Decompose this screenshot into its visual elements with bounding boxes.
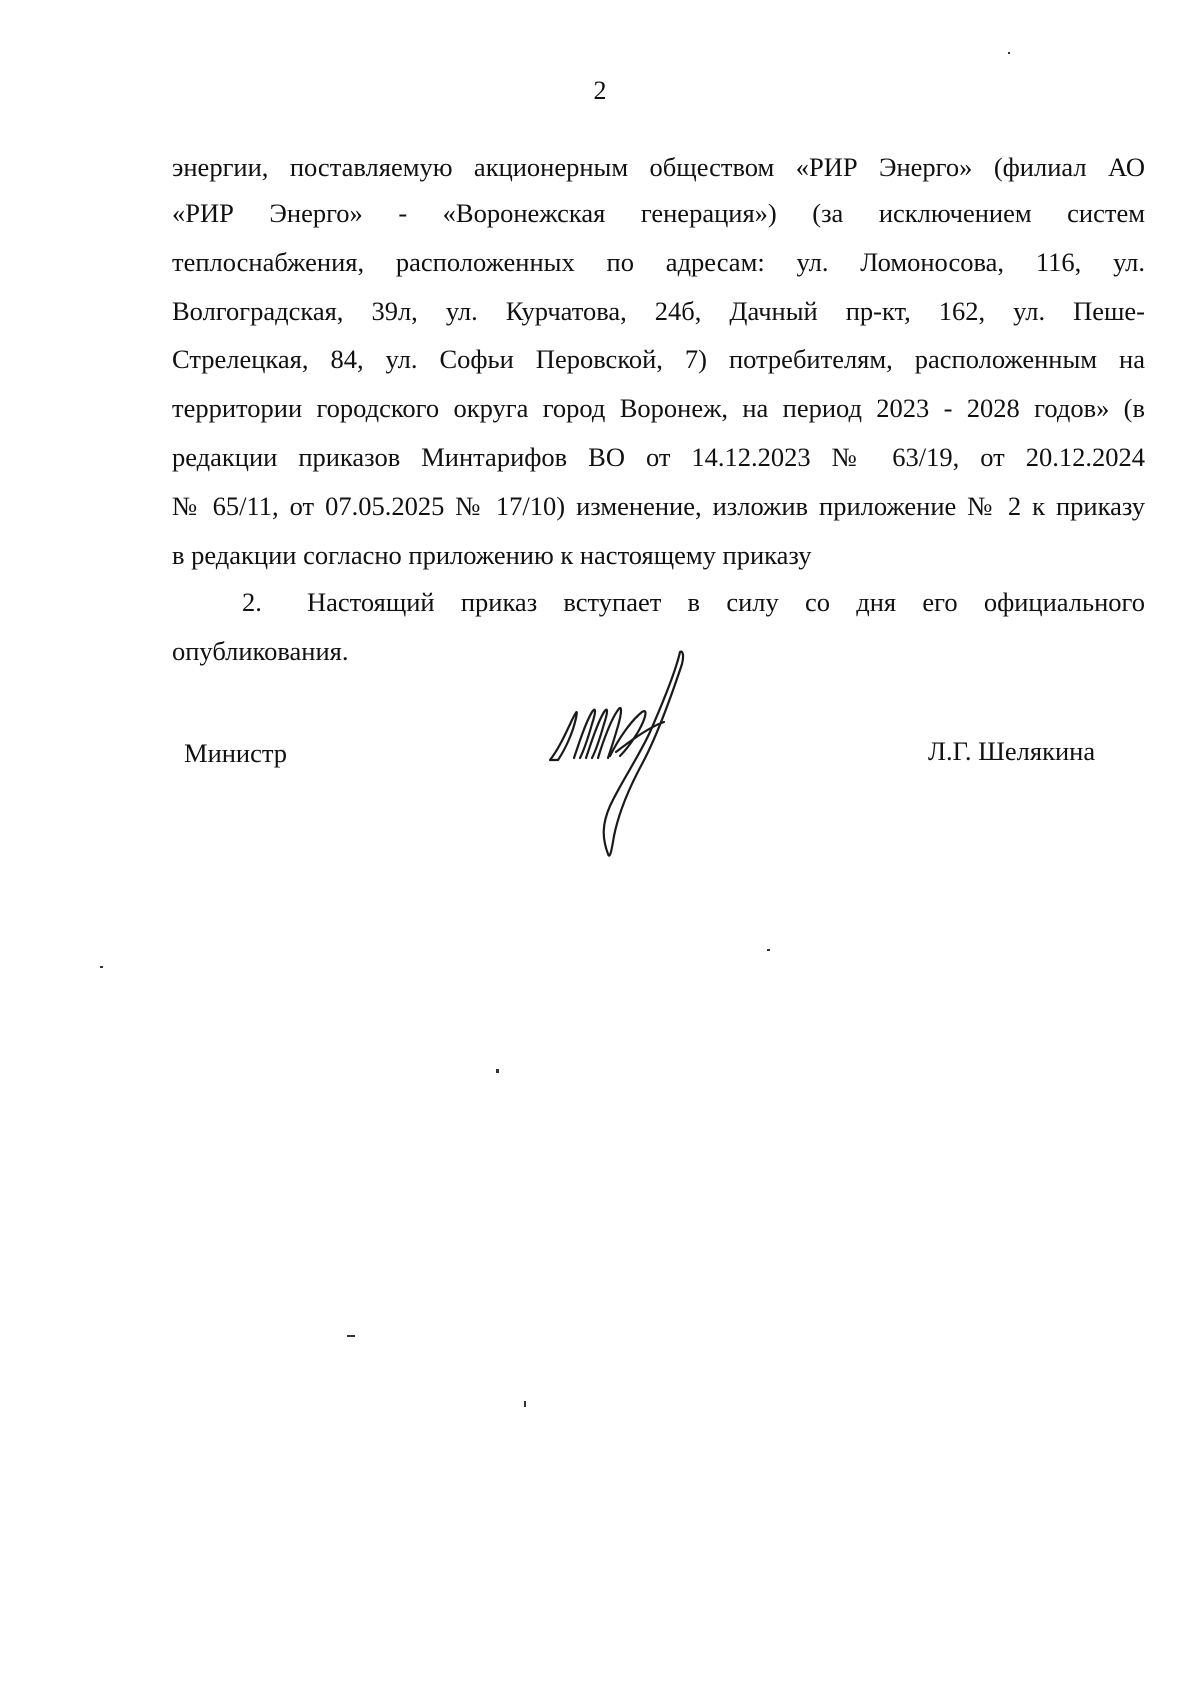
body-line: «РИР Энерго» - «Воронежская генерация») (за исключением систем: [172, 198, 1145, 228]
scan-speck: [347, 1335, 355, 1337]
body-line: редакции приказов Минтарифов ВО от 14.12.2023 № 63/19, от 20.12.2024: [172, 442, 1145, 472]
scan-speck: [767, 949, 770, 951]
item-2-text: Настоящий приказ вступает в силу со дня его официального: [307, 587, 1145, 617]
scan-speck: [496, 1069, 499, 1073]
scan-speck: [1008, 52, 1010, 54]
body-line: № 65/11, от 07.05.2025 № 17/10) изменение, изложив приложение № 2 к приказу: [172, 491, 1145, 521]
signatory-position: Министр: [184, 738, 288, 768]
handwritten-signature-icon: [540, 640, 710, 870]
item-2-line-continued: опубликования.: [172, 636, 349, 666]
page-number: 2: [593, 76, 607, 105]
item-2-line: [172, 585, 1145, 619]
scan-speck: [100, 966, 103, 968]
item-number: 2.: [242, 587, 262, 617]
body-line: в редакции согласно приложению к настоящему приказу: [172, 540, 812, 570]
body-line: энергии, поставляемую акционерным обществом «РИР Энерго» (филиал АО: [172, 152, 1145, 182]
signatory-name: Л.Г. Шелякина: [928, 736, 1096, 766]
body-line: территории городского округа город Воронеж, на период 2023 - 2028 годов» (в: [172, 393, 1145, 423]
body-line: Волгоградская, 39л, ул. Курчатова, 24б, Дачный пр-кт, 162, ул. Пеше-: [172, 296, 1145, 326]
body-line: теплоснабжения, расположенных по адресам: ул. Ломоносова, 116, ул.: [172, 247, 1145, 277]
scan-speck: [524, 1401, 526, 1407]
body-line: Стрелецкая, 84, ул. Софьи Перовской, 7) потребителям, расположенным на: [172, 344, 1145, 374]
